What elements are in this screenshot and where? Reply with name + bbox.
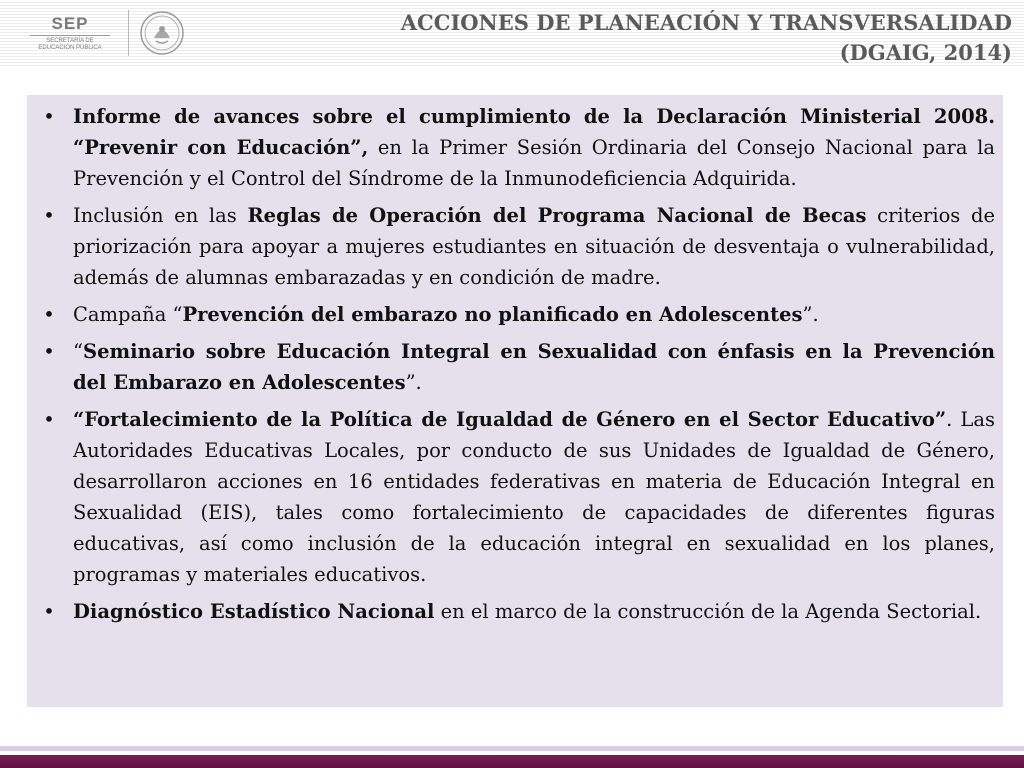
national-seal-icon bbox=[139, 10, 185, 56]
sep-logo-rule bbox=[30, 35, 110, 36]
bullet-icon: • bbox=[43, 105, 55, 128]
bold-text: Prevención del embarazo no planificado en Adolescentes bbox=[182, 303, 803, 326]
sep-logo bbox=[22, 8, 185, 58]
body-text: en la Primer Sesión Ordinaria del Consejo Nacional para la Prevención y el Control del Síndrome de la Inmunodeficiencia Adquirida. bbox=[73, 136, 995, 190]
bullet-list bbox=[39, 101, 995, 627]
sep-logo-text: SEP bbox=[51, 13, 89, 33]
body-text: ”. bbox=[802, 303, 819, 326]
bold-text: Reglas de Operación del Programa Nacional de Becas bbox=[247, 204, 867, 227]
slide-title bbox=[401, 8, 1012, 68]
sep-wordmark bbox=[22, 15, 118, 52]
list-item bbox=[39, 299, 995, 330]
body-text: Campaña “ bbox=[73, 303, 183, 326]
slide-title-line2: (DGAIG, 2014) bbox=[839, 40, 1012, 65]
bullet-icon: • bbox=[43, 303, 55, 326]
list-item bbox=[39, 404, 995, 590]
bold-text: Diagnóstico Estadístico Nacional bbox=[73, 600, 435, 623]
bullet-icon: • bbox=[43, 408, 55, 431]
bullet-icon: • bbox=[43, 340, 55, 363]
bold-text: Informe de avances sobre el cumplimiento de la Declaración Ministerial 2008. “Prevenir con Educación”, bbox=[73, 105, 995, 159]
bold-text: Seminario sobre Educación Integral en Sexualidad con énfasis en la Prevención del Embarazo en Adolescentes bbox=[73, 340, 995, 394]
bold-text: “Fortalecimiento de la Política de Igualdad de Género en el Sector Educativo” bbox=[73, 408, 947, 431]
body-text: Inclusión en las bbox=[73, 204, 248, 227]
footer-bar bbox=[0, 755, 1024, 768]
slide-title-line1: ACCIONES DE PLANEACIÓN Y TRANSVERSALIDAD bbox=[400, 10, 1012, 35]
bullet-icon: • bbox=[43, 204, 55, 227]
bullet-icon: • bbox=[43, 600, 55, 623]
list-item bbox=[39, 336, 995, 398]
content-panel bbox=[27, 95, 1003, 707]
sep-logo-sub2: EDUCACIÓN PÚBLICA bbox=[38, 44, 102, 51]
body-text: en el marco de la construcción de la Agenda Sectorial. bbox=[434, 600, 982, 623]
sep-logo-sub1: SECRETARÍA DE bbox=[46, 37, 94, 44]
list-item bbox=[39, 596, 995, 627]
logo-divider bbox=[128, 10, 129, 56]
body-text: ”. bbox=[405, 371, 422, 394]
footer-accent-line bbox=[0, 746, 1024, 751]
list-item bbox=[39, 200, 995, 293]
body-text: . Las Autoridades Educativas Locales, por conducto de sus Unidades de Igualdad de Género, desarrollaron acciones en 16 entidades federativas en materia de Educación Integral en Sexualidad (EIS), tales como fortalecimiento de capacidades de diferentes figuras educativas, así como inclusión de la educación integral en sexualidad en los planes, programas y materiales educativos. bbox=[73, 408, 995, 586]
body-text: criterios de priorización para apoyar a mujeres estudiantes en situación de desventaja o vulnerabilidad, además de alumnas embarazadas y en condición de madre. bbox=[73, 204, 995, 289]
body-text: “ bbox=[73, 340, 83, 363]
list-item bbox=[39, 101, 995, 194]
